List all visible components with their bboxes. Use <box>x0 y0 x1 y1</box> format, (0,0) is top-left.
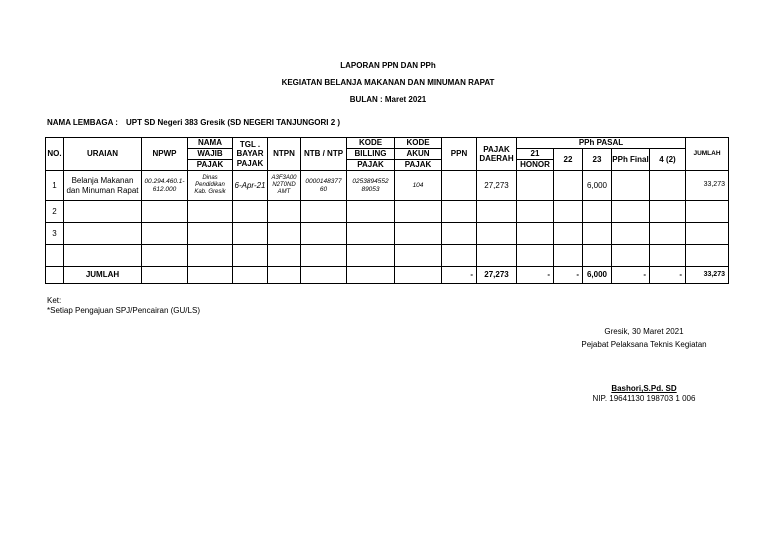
total-label: JUMLAH <box>64 267 142 284</box>
row-pph-22 <box>554 171 583 201</box>
report-subtitle: KEGIATAN BELANJA MAKANAN DAN MINUMAN RAPAT <box>281 78 495 87</box>
row-akun: 104 <box>395 171 442 201</box>
header-pph-final: PPh Final <box>612 149 650 171</box>
signature-place-date: Gresik, 30 Maret 2021 <box>604 327 684 336</box>
notes-line: *Setiap Pengajuan SPJ/Pencairan (GU/LS) <box>47 306 200 315</box>
total-pph-23: 6,000 <box>583 267 612 284</box>
header-pph-4-2: 4 (2) <box>650 149 686 171</box>
header-billing-3: PAJAK <box>347 160 395 171</box>
header-ppn: PPN <box>442 138 477 171</box>
header-pajak-daerah-2: DAERAH <box>479 154 514 163</box>
row-ntpn-2: N2T0ND <box>272 182 296 189</box>
row-ntpn <box>268 171 301 201</box>
total-pph-21: - <box>517 267 554 284</box>
header-ntpn: NTPN <box>268 138 301 171</box>
row-tgl-bayar: 6-Apr-21 <box>233 171 268 201</box>
header-tgl-3: PAJAK <box>236 158 264 168</box>
row-nama-1: Dinas <box>202 175 218 182</box>
signature-name: Bashori,S.Pd. SD <box>611 384 677 393</box>
table-row <box>46 171 729 201</box>
row-billing <box>347 171 395 201</box>
header-nama-3: PAJAK <box>188 160 233 171</box>
table-row <box>46 223 729 245</box>
header-akun-2: AKUN <box>395 149 442 160</box>
header-tgl-bayar <box>233 138 268 171</box>
row-pph-21 <box>517 171 554 201</box>
tax-report-table <box>45 137 729 284</box>
total-row <box>46 267 729 284</box>
header-npwp: NPWP <box>142 138 188 171</box>
notes-label: Ket: <box>47 296 62 305</box>
header-jumlah: JUMLAH <box>686 138 729 171</box>
signature-role: Pejabat Pelaksana Teknis Kegiatan <box>581 340 707 349</box>
row-uraian-1: Belanja Makanan <box>71 176 134 186</box>
row-npwp <box>142 171 188 201</box>
row-uraian-2: dan Minuman Rapat <box>66 185 139 195</box>
header-pph-21: 21 <box>517 149 554 160</box>
header-tgl-1: TGL . <box>239 140 261 150</box>
signature-nip: NIP. 19641130 198703 1 006 <box>592 394 696 403</box>
total-jumlah: 33,273 <box>686 267 729 284</box>
table-row <box>46 201 729 223</box>
row-pph-23: 6,000 <box>583 171 612 201</box>
report-period: BULAN : Maret 2021 <box>349 95 427 104</box>
header-pajak-daerah-1: PAJAK <box>483 144 510 154</box>
header-nama-2: WAJIB <box>188 149 233 160</box>
row-billing-1: 0253894552 <box>352 178 389 186</box>
header-billing-1: KODE <box>347 138 395 149</box>
header-nama-1: NAMA <box>188 138 233 149</box>
header-pph-22: 22 <box>554 149 583 171</box>
row-uraian <box>64 171 142 201</box>
header-pph-pasal: PPh PASAL <box>517 138 686 149</box>
total-pph-22: - <box>554 267 583 284</box>
row-ntpn-1: A3F3A00 <box>271 175 297 182</box>
row-ntb-1: 0000148377 <box>305 178 342 186</box>
header-pph-21-honor: HONOR <box>517 160 554 171</box>
header-akun-1: KODE <box>395 138 442 149</box>
institution-line <box>47 118 340 127</box>
row-pph-final <box>612 171 650 201</box>
row-no: 2 <box>46 201 64 223</box>
row-pajak-daerah: 27,273 <box>477 171 517 201</box>
row-no: 1 <box>46 171 64 201</box>
total-pph-final: - <box>612 267 650 284</box>
header-tgl-2: BAYAR <box>236 149 264 159</box>
institution-name: UPT SD Negeri 383 Gresik (SD NEGERI TANJUNGORI 2 ) <box>125 118 341 127</box>
header-billing-2: BILLING <box>347 149 395 160</box>
row-ntb <box>301 171 347 201</box>
row-no: 3 <box>46 223 64 245</box>
header-pajak-daerah <box>477 138 517 171</box>
header-no: NO. <box>46 138 64 171</box>
report-title: LAPORAN PPN DAN PPh <box>340 61 436 70</box>
table-row <box>46 245 729 267</box>
header-akun-3: PAJAK <box>395 160 442 171</box>
row-pph-4-2 <box>650 171 686 201</box>
row-ntb-2: 60 <box>319 185 328 193</box>
row-nama-3: Kab. Gresik <box>194 188 226 195</box>
total-pph-4-2: - <box>650 267 686 284</box>
header-uraian: URAIAN <box>64 138 142 171</box>
row-billing-2: 89053 <box>361 185 380 193</box>
row-nama-2: Pendidikan <box>195 182 225 189</box>
row-nama-wajib-pajak <box>188 171 233 201</box>
total-pajak-daerah: 27,273 <box>477 267 517 284</box>
row-ntpn-3: AMT <box>277 188 291 195</box>
header-pph-23: 23 <box>583 149 612 171</box>
row-npwp-2: 612.000 <box>152 185 177 193</box>
header-ntb: NTB / NTP <box>301 138 347 171</box>
total-ppn: - <box>442 267 477 284</box>
row-jumlah: 33,273 <box>686 171 729 201</box>
row-ppn <box>442 171 477 201</box>
row-npwp-1: 00.294.460.1- <box>144 178 185 186</box>
institution-label: NAMA LEMBAGA : <box>47 118 118 127</box>
